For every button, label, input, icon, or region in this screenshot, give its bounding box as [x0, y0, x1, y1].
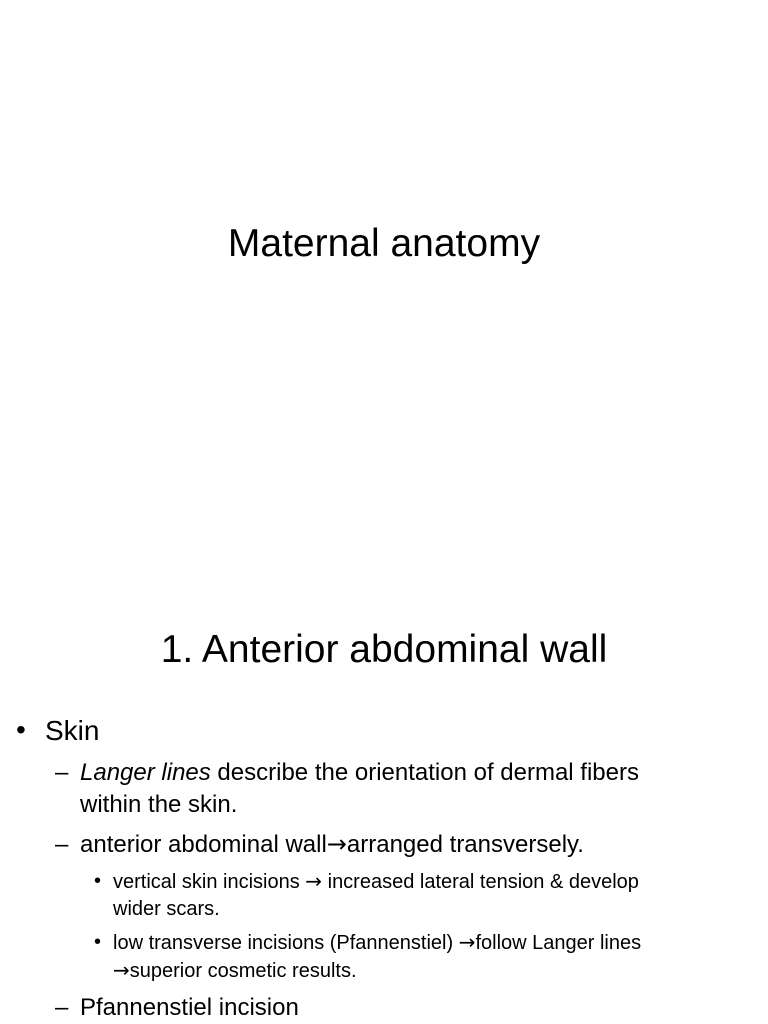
right-arrow-icon: →: [305, 869, 323, 893]
slide-title: Maternal anatomy: [227, 222, 541, 265]
right-arrow-icon: →: [458, 930, 476, 954]
slide-title: 1. Anterior abdominal wall: [160, 628, 608, 671]
langer-lines-term: Langer lines: [80, 759, 211, 786]
bullet-skin: Skin: [45, 715, 100, 746]
dash-marker: –: [55, 759, 69, 786]
content-slide: [0, 576, 768, 1024]
dash-marker: –: [55, 831, 69, 858]
right-arrow-icon: →: [113, 958, 130, 982]
right-arrow-icon: →: [326, 830, 347, 858]
bullet-low-transverse-incisions: low transverse incisions (Pfannenstiel) →follow Langer lines: [113, 930, 642, 954]
bullet-marker: •: [16, 714, 26, 745]
bullet-marker: •: [94, 931, 102, 953]
bullet-langer-lines-cont: within the skin.: [80, 791, 238, 818]
bullet-pfannenstiel-incision: Pfannenstiel incision: [80, 994, 299, 1021]
bullet-low-transverse-incisions-cont: →superior cosmetic results.: [113, 958, 357, 982]
bullet-vertical-incisions-cont: wider scars.: [113, 898, 220, 920]
bullet-marker: •: [94, 870, 102, 892]
bullet-transverse-arrangement: anterior abdominal wall→arranged transversely.: [80, 830, 584, 858]
bullet-langer-lines: [80, 757, 639, 788]
langer-lines-text: describe the orientation of dermal fibers: [210, 759, 639, 786]
dash-marker: –: [55, 994, 69, 1021]
bullet-vertical-incisions: vertical skin incisions → increased lateral tension & develop: [113, 869, 639, 893]
